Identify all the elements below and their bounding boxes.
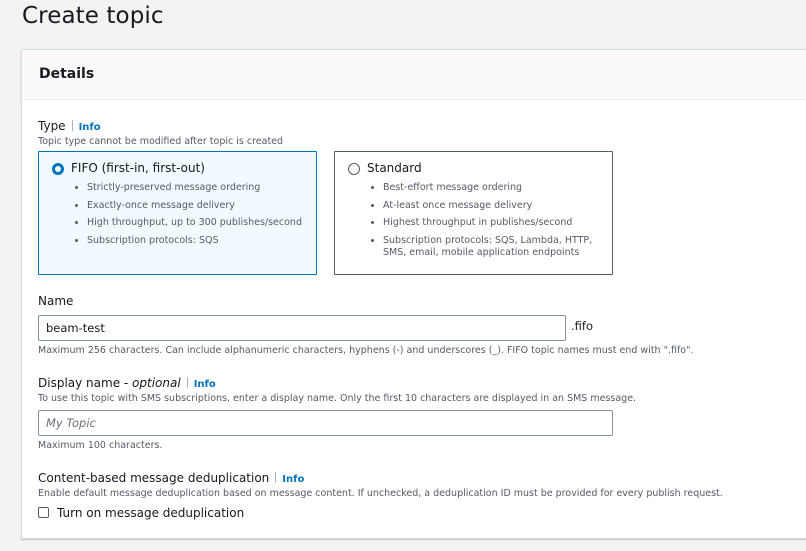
type-hint: Topic type cannot be modified after topic is created	[38, 136, 284, 147]
dedup-checkbox[interactable]	[38, 507, 49, 518]
separator	[72, 120, 73, 131]
panel-header	[22, 50, 806, 100]
type-option-standard[interactable]	[334, 151, 613, 275]
display-name-hint: To use this topic with SMS subscriptions, enter a display name. Only the first 10 characters are displayed in an SMS message.	[38, 393, 637, 404]
dedup-checkbox-label[interactable]: Turn on message deduplication	[57, 506, 245, 520]
name-hint: Maximum 256 characters. Can include alphanumeric characters, hyphens (-) and underscores (_). FIFO topic names must end with ".fifo".	[38, 345, 694, 356]
dedup-label-row	[38, 471, 304, 485]
list-item: • Exactly-once message delivery	[87, 200, 302, 212]
display-name-info-link[interactable]: Info	[193, 379, 216, 390]
type-label: Type	[38, 119, 66, 133]
dedup-info-link[interactable]: Info	[282, 474, 305, 485]
optional-tag: optional	[132, 376, 181, 390]
type-info-link[interactable]: Info	[78, 122, 101, 133]
type-option-fifo[interactable]	[38, 151, 317, 275]
display-name-label-row: Display name - optional Info	[38, 376, 216, 390]
panel-title: Details	[39, 66, 95, 82]
fifo-feature-list	[73, 182, 302, 252]
display-name-constraint: Maximum 100 characters.	[38, 440, 163, 451]
list-item: • At-least once message delivery	[383, 200, 593, 212]
separator	[187, 377, 188, 388]
display-name-label: Display name	[38, 376, 121, 390]
dedup-label: Content-based message deduplication	[38, 471, 270, 485]
list-item: • Subscription protocols: SQS	[87, 235, 302, 247]
list-item: • Subscription protocols: SQS, Lambda, HTTP, SMS, email, mobile application endpoints	[383, 235, 593, 259]
name-suffix: .fifo	[571, 319, 593, 333]
details-panel	[21, 49, 806, 539]
type-label-row	[38, 119, 101, 133]
page-title: Create topic	[22, 3, 164, 29]
name-input[interactable]	[38, 315, 566, 341]
separator	[275, 472, 276, 483]
fifo-radio[interactable]	[52, 163, 64, 175]
name-label: Name	[38, 294, 74, 308]
fifo-title: FIFO (first-in, first-out)	[71, 161, 205, 175]
list-item: • Strictly-preserved message ordering	[87, 182, 302, 194]
standard-radio[interactable]	[348, 163, 360, 175]
list-item: • Best-effort message ordering	[383, 182, 593, 194]
standard-title: Standard	[367, 161, 422, 175]
display-name-input[interactable]	[38, 410, 613, 436]
list-item: • Highest throughput in publishes/second	[383, 217, 593, 229]
dedup-hint: Enable default message deduplication based on message content. If unchecked, a deduplication ID must be provided for every publish request.	[38, 488, 723, 499]
list-item: • High throughput, up to 300 publishes/second	[87, 217, 302, 229]
standard-feature-list	[369, 182, 593, 264]
